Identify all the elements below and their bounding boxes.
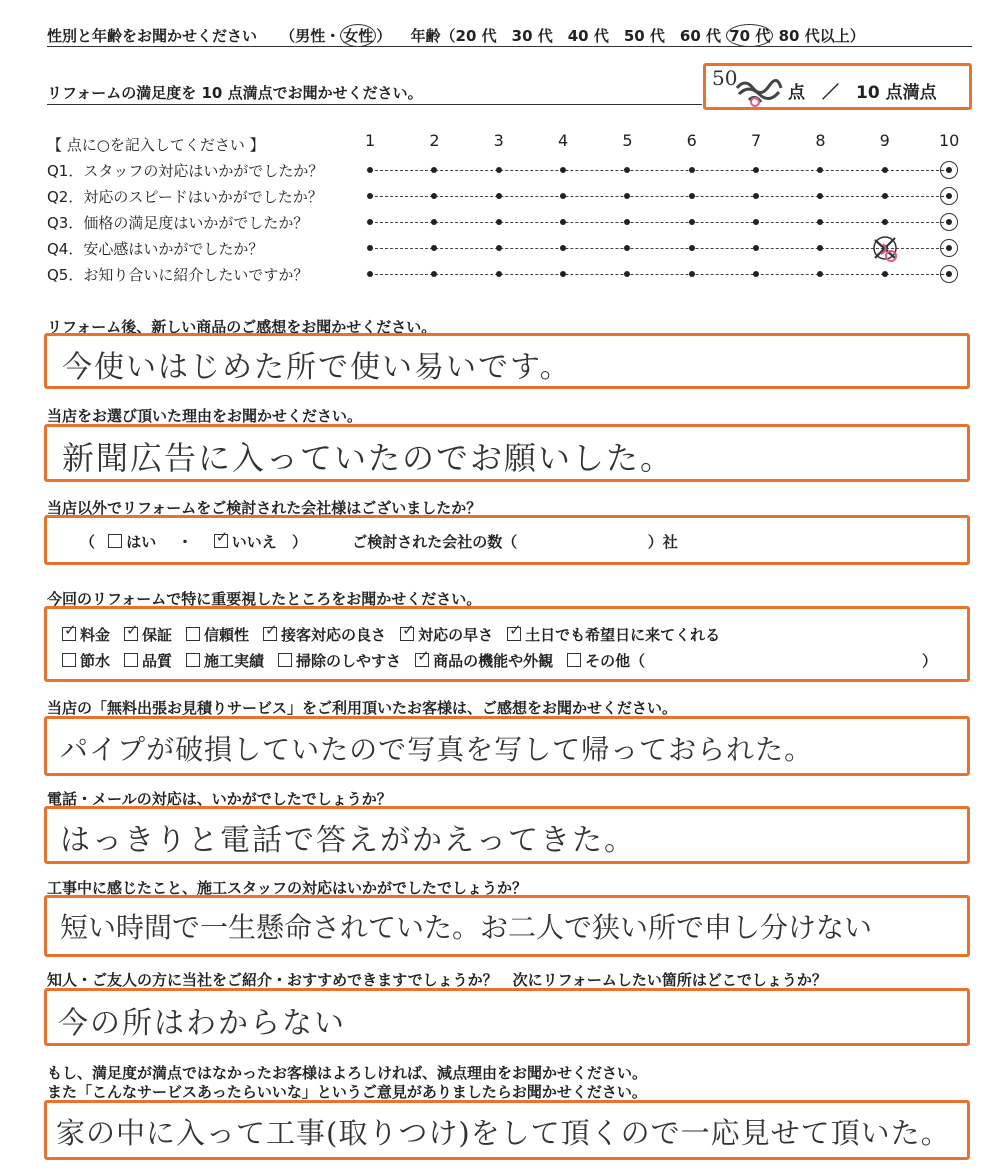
- rating-point[interactable]: [431, 219, 437, 225]
- rating-point[interactable]: [496, 245, 502, 251]
- priority-checkbox[interactable]: [186, 627, 200, 641]
- priority-option: [278, 652, 401, 670]
- question-text: Q1．スタッフの対応はいかがでしたか？: [47, 162, 324, 180]
- age-label: 年齢（20 代 30 代 40 代 50 代 60 代: [410, 27, 722, 45]
- priority-option-label: その他（: [585, 652, 646, 670]
- question-text: Q2．対応のスピードはいかがでしたか？: [47, 188, 323, 206]
- priorities-row-2: [62, 650, 659, 671]
- gender-close: ）: [376, 27, 392, 45]
- estimate-label: 当店の「無料出張お見積りサービス」をご利用頂いたお客様は、ご感想をお聞かせください。: [47, 699, 678, 717]
- rating-point[interactable]: [689, 167, 695, 173]
- rating-line: [370, 222, 949, 223]
- priority-option: [415, 652, 553, 670]
- comments-answer: 家の中に入って工事(取りつけ)をして頂くので一応見せて頂いた。: [56, 1116, 951, 1150]
- rating-point[interactable]: [560, 245, 566, 251]
- satisfaction-label: リフォームの満足度を 10 点満点でお聞かせください。: [47, 84, 423, 102]
- no-label: いいえ: [231, 533, 277, 551]
- rating-point[interactable]: [431, 193, 437, 199]
- rating-point[interactable]: [753, 167, 759, 173]
- rating-point[interactable]: [560, 271, 566, 277]
- priority-option: [124, 652, 172, 670]
- rating-point[interactable]: [753, 245, 759, 251]
- rating-point[interactable]: [882, 271, 888, 277]
- priority-option-label: 土日でも希望日に来てくれる: [525, 626, 721, 644]
- scale-number: 10: [939, 131, 960, 150]
- rating-point[interactable]: [624, 219, 630, 225]
- rating-line: [370, 248, 949, 249]
- priority-option-label: 対応の早さ: [418, 626, 494, 644]
- rating-point[interactable]: [817, 245, 823, 251]
- rating-point[interactable]: [753, 193, 759, 199]
- priority-checkbox[interactable]: [263, 627, 277, 641]
- rating-point[interactable]: [431, 167, 437, 173]
- rating-point[interactable]: [496, 193, 502, 199]
- yes-no-separator: ・: [177, 533, 193, 551]
- rating-point[interactable]: [817, 167, 823, 173]
- impressions-answer: 今使いはじめた所で使い易いです。: [62, 350, 572, 385]
- other-companies-label: 当店以外でリフォームをご検討された会社様はございましたか？: [47, 499, 482, 517]
- rating-point[interactable]: [431, 271, 437, 277]
- rating-point[interactable]: [882, 193, 888, 199]
- priority-option: [186, 626, 249, 644]
- priority-checkbox[interactable]: [400, 627, 414, 641]
- priority-option-label: 節水: [80, 652, 111, 670]
- priority-checkbox[interactable]: [415, 653, 429, 667]
- priority-option: [567, 652, 645, 670]
- yes-label: はい: [126, 533, 157, 551]
- no-checkbox[interactable]: [214, 534, 228, 548]
- priority-option: [400, 626, 493, 644]
- other-companies-close: ）: [292, 533, 308, 551]
- rating-point[interactable]: [367, 219, 373, 225]
- gender-open: （男性・: [280, 27, 341, 45]
- priority-option: [124, 626, 172, 644]
- priority-checkbox[interactable]: [567, 653, 581, 667]
- comments-label-2: また「こんなサービスあったらいいな」というご意見がありましたらお聞かせください。: [47, 1083, 647, 1101]
- referral-answer: 今の所はわからない: [58, 1006, 346, 1041]
- rating-point[interactable]: [689, 271, 695, 277]
- impressions-label: リフォーム後、新しい商品のご感想をお聞かせください。: [47, 318, 437, 336]
- scale-number: 9: [879, 131, 890, 150]
- age-selected: 70 代: [726, 24, 773, 47]
- priority-option: [62, 626, 110, 644]
- priority-option: [507, 626, 720, 644]
- priority-option: [263, 626, 386, 644]
- rating-point[interactable]: [624, 245, 630, 251]
- rating-point[interactable]: [624, 271, 630, 277]
- rating-point[interactable]: [367, 193, 373, 199]
- rating-line: [370, 170, 949, 171]
- question-text: Q3．価格の満足度はいかがでしたか？: [47, 214, 309, 232]
- rating-point[interactable]: [624, 167, 630, 173]
- rating-point[interactable]: [817, 219, 823, 225]
- satisfaction-underline: [47, 104, 702, 105]
- company-count-suffix: ）社: [647, 533, 678, 551]
- company-count-label: ご検討された会社の数（: [352, 533, 518, 551]
- scale-number: 2: [429, 131, 440, 150]
- crossed-out-mark-icon: [867, 232, 907, 266]
- selected-rating-circle: [940, 213, 958, 231]
- rating-point[interactable]: [753, 271, 759, 277]
- priority-option-label: 掃除のしやすさ: [296, 652, 402, 670]
- scale-number: 6: [686, 131, 697, 150]
- other-companies-row: [80, 531, 678, 552]
- priority-checkbox[interactable]: [186, 653, 200, 667]
- rating-point[interactable]: [496, 167, 502, 173]
- yes-checkbox[interactable]: [108, 534, 122, 548]
- rating-point[interactable]: [882, 219, 888, 225]
- rating-point[interactable]: [367, 245, 373, 251]
- reason-label: 当店をお選び頂いた理由をお聞かせください。: [47, 407, 363, 425]
- selected-rating-circle: [940, 187, 958, 205]
- priority-option-label: 料金: [80, 626, 111, 644]
- scale-number: 1: [365, 131, 376, 150]
- satisfaction-handwritten-score: 50: [712, 66, 738, 90]
- scale-number: 3: [493, 131, 504, 150]
- other-companies-open: （: [80, 533, 96, 551]
- question-text: Q5．お知り合いに紹介したいですか？: [47, 266, 309, 284]
- rating-point[interactable]: [817, 193, 823, 199]
- priority-option-label: 品質: [142, 652, 173, 670]
- priority-option-label: 商品の機能や外観: [433, 652, 554, 670]
- scale-number: 5: [622, 131, 633, 150]
- gender-age-row: [47, 24, 865, 47]
- rating-line: [370, 196, 949, 197]
- scale-number: 7: [751, 131, 762, 150]
- selected-rating-circle: [940, 239, 958, 257]
- rating-point[interactable]: [689, 193, 695, 199]
- rating-point[interactable]: [560, 219, 566, 225]
- priority-option-label: 施工実績: [204, 652, 265, 670]
- rating-point[interactable]: [496, 271, 502, 277]
- rating-point[interactable]: [496, 219, 502, 225]
- rating-point[interactable]: [560, 167, 566, 173]
- header-divider: [47, 46, 972, 47]
- rating-point[interactable]: [817, 271, 823, 277]
- priority-checkbox[interactable]: [62, 627, 76, 641]
- rating-point[interactable]: [689, 245, 695, 251]
- phone-answer: はっきりと電話で答えがかえってきた。: [60, 823, 636, 858]
- reason-answer: 新聞広告に入っていたのでお願いした。: [62, 439, 675, 477]
- priorities-other-close: ）: [922, 652, 938, 670]
- scribble-mark-icon: [735, 74, 783, 108]
- rating-point[interactable]: [367, 271, 373, 277]
- priorities-label: 今回のリフォームで特に重要視したところをお聞かせください。: [47, 590, 482, 608]
- gender-age-label: 性別と年齢をお聞かせください: [47, 27, 258, 45]
- phone-label: 電話・メールの対応は、いかがでしたでしょうか？: [47, 790, 392, 808]
- satisfaction-unit: 点 ／ 10 点満点: [788, 83, 937, 103]
- priority-checkbox[interactable]: [124, 653, 138, 667]
- priority-checkbox[interactable]: [62, 653, 76, 667]
- rating-point[interactable]: [753, 219, 759, 225]
- scale-number: 4: [558, 131, 569, 150]
- priority-checkbox[interactable]: [278, 653, 292, 667]
- gender-selected: 女性: [340, 24, 376, 47]
- estimate-answer: パイプが破損していたので写真を写して帰っておられた。: [60, 733, 814, 766]
- priority-option-label: 接客対応の良さ: [281, 626, 387, 644]
- priority-checkbox[interactable]: [507, 627, 521, 641]
- scale-number: 8: [815, 131, 826, 150]
- rating-instruction: 【 点に○を記入してください 】: [47, 136, 265, 154]
- referral-label: 知人・ご友人の方に当社をご紹介・おすすめできますでしょうか？ 次にリフォームしたい箇所はどこでしょうか？: [47, 971, 827, 989]
- construction-label: 工事中に感じたこと、施工スタッフの対応はいかがでしたでしょうか？: [47, 879, 528, 897]
- rating-point[interactable]: [367, 167, 373, 173]
- rating-point[interactable]: [624, 193, 630, 199]
- priority-option: [62, 652, 110, 670]
- rating-point[interactable]: [689, 219, 695, 225]
- rating-point[interactable]: [560, 193, 566, 199]
- comments-label-1: もし、満足度が満点ではなかったお客様はよろしければ、減点理由をお聞かせください。: [47, 1064, 648, 1082]
- construction-answer: 短い時間で一生懸命されていた。お二人で狭い所で申し分けない: [60, 911, 873, 944]
- priority-option-label: 保証: [142, 626, 173, 644]
- age-rest: 80 代以上）: [778, 27, 865, 45]
- rating-point[interactable]: [431, 245, 437, 251]
- rating-line: [370, 274, 949, 275]
- selected-rating-circle: [940, 161, 958, 179]
- priority-option-label: 信頼性: [204, 626, 250, 644]
- selected-rating-circle: [940, 265, 958, 283]
- rating-point[interactable]: [882, 167, 888, 173]
- priorities-row-1: [62, 624, 734, 645]
- priority-checkbox[interactable]: [124, 627, 138, 641]
- question-text: Q4．安心感はいかがでしたか？: [47, 240, 264, 258]
- priority-option: [186, 652, 264, 670]
